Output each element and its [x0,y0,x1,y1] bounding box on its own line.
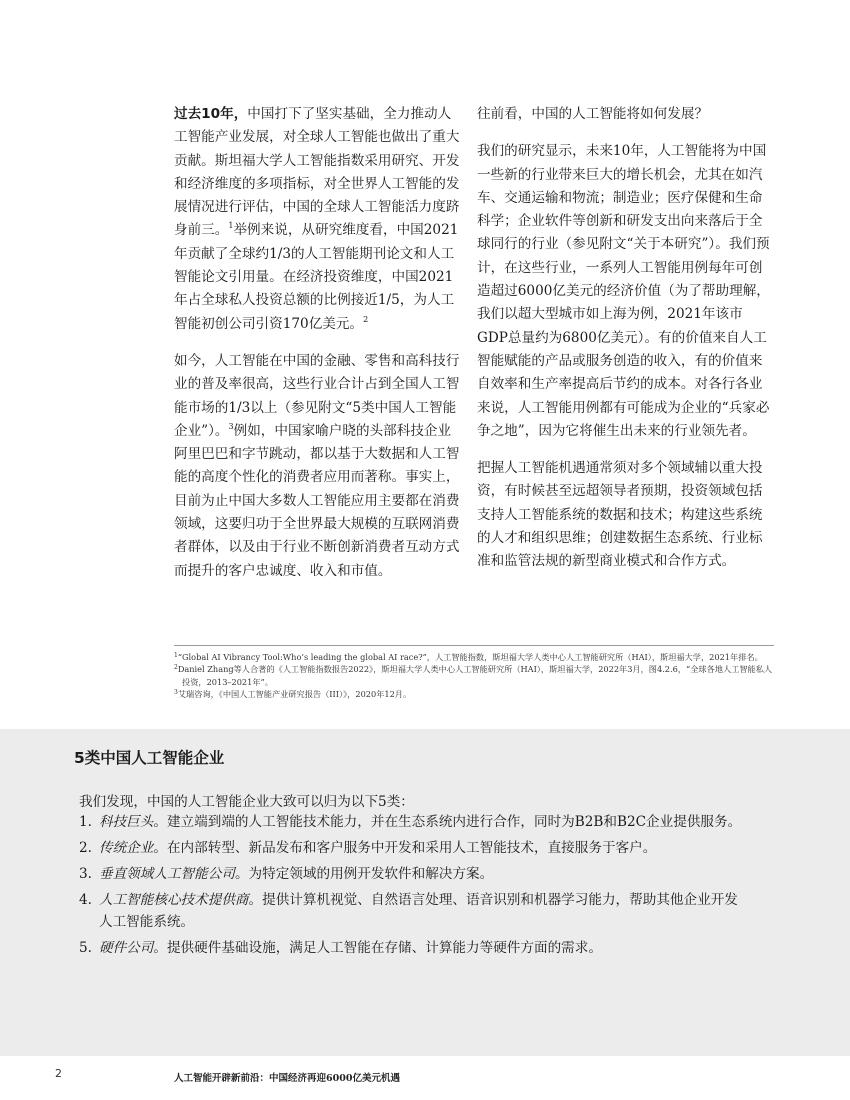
list-text: 。提供硬件基础设施，满足人工智能在存储、计算能力等硬件方面的需求。 [153,940,602,956]
left-column [174,103,464,597]
list-item [79,937,779,959]
list-number: 2. [79,840,92,856]
list-item [79,811,779,833]
paragraph: 往前看，中国的人工智能将如何发展？ [477,106,709,122]
sidebar-box-intro: 我们发现，中国的人工智能企业大致可以归为以下5类： [79,794,414,810]
list-term: 传统企业 [99,840,154,856]
list-term: 硬件公司 [99,940,154,956]
running-footer-title: 人工智能开辟新前沿：中国经济再迎6000亿美元机遇 [174,1073,400,1084]
list-number: 5. [79,940,92,956]
paragraph-text: 如今，人工智能在中国的金融、零售和高科技行业的普及率很高，这些行业合计占到全国人工智能市场的1/3以上（参见附文“5类中国人工智能企业”）。 [174,352,460,439]
lead-in: 过去10年， [174,106,248,122]
footnote [174,651,774,663]
list-term: 人工智能核心技术提供商 [99,892,249,908]
page-number: 2 [55,1067,62,1080]
footnote-ref[interactable]: 1 [228,221,234,231]
footnote-number: 2 [174,664,178,672]
footnote-number: 1 [174,652,178,659]
footnote-text: Daniel Zhang等人合著的《人工智能指数报告2022》，斯坦福大学人类中心人工智能研究所（HAI），斯坦福大学，2022年3月，图4.2.6，“全球各地人工智能私人投资，2013–2021年”。 [177,664,773,687]
list-text: 。建立端到端的人工智能技术能力，并在生态系统内进行合作，同时为B2B和B2C企业提供服务。 [153,814,742,830]
list-text: 。为特定领域的用例开发软件和解决方案。 [234,866,494,882]
list-text-continuation: 人工智能系统。 [99,914,195,930]
paragraph: 我们的研究显示，未来10年，人工智能将为中国一些新的行业带来巨大的增长机会，尤其在如汽车、交通运输和物流；制造业；医疗保健和生命科学；企业软件等创新和研发支出向来落后于全球同行的行业（参见附文“关于本研究”）。我们预计，在这些行业，一系列人工智能用例每年可创造超过6000亿美元的经济价值（为了帮助理解，我们以超大型城市如上海为例，2021年该市GDP总量约为6800亿美元）。有的价值来自人工智能赋能的产品或服务创造的收入，有的价值来自效率和生产率提高后节约的成本。对各行各业来说，人工智能用例都有可能成为企业的“兵家必争之地”，因为它将催生出未来的行业领先者。 [477,143,770,439]
paragraph [174,103,464,336]
right-column [477,103,772,588]
footnote [174,663,774,688]
paragraph: 把握人工智能机遇通常须对多个领域辅以重大投资，有时候甚至远超领导者预期，投资领域包括支持人工智能系统的数据和技术；构建这些系统的人才和组织思维；创建数据生态系统、行业标准和监管法规的新型商业模式和合作方式。 [477,460,763,570]
list-term: 垂直领域人工智能公司 [99,866,235,882]
list-number: 4. [79,892,92,908]
list-item [79,889,779,933]
list-number: 1. [79,814,92,830]
paragraph-text: 例如，中国家喻户晓的头部科技企业阿里巴巴和字节跳动，都以基于大数据和人工智能的高度个性化的消费者应用而著称。事实上，目前为止中国大多数人工智能应用主要都在消费领域，这要归功于全世界最大规模的互联网消费者群体，以及由于行业不断创新消费者互动方式而提升的客户忠诚度、收入和市值。 [174,422,460,579]
company-type-list [79,811,779,963]
list-number: 3. [79,866,92,882]
paragraph-text: 中国打下了坚实基础，全力推动人工智能产业发展，对全球人工智能也做出了重大贡献。斯坦福大学人工智能指数采用研究、开发和经济维度的多项指标，对全世界人工智能的发展情况进行评估，中国的全球人工智能活力度跻身前三。 [174,106,460,239]
list-text: 。在内部转型、新品发布和客户服务中开发和采用人工智能技术，直接服务于客户。 [153,840,657,856]
footnote-text: “Global AI Vibrancy Tool:Who’s leading the global AI race?”，人工智能指数，斯坦福大学人类中心人工智能研究所（HAI），斯坦福大学，2021年排名。 [177,652,763,662]
sidebar-box [0,729,850,1056]
footnote-text: 艾瑞咨询，《中国人工智能产业研究报告（III）》，2020年12月。 [177,689,412,700]
footnote-ref[interactable]: 2 [363,314,369,324]
list-term: 科技巨头 [99,814,154,830]
paragraph-text: 举例来说，从研究维度看，中国2021年贡献了全球约1/3的人工智能期刊论文和人工智能论文引用量。在经济投资维度，中国2021年占全球私人投资总额的比例接近1/5，为人工智能初创公司引资170亿美元。 [174,222,459,332]
footnote [174,688,774,700]
footnote-ref[interactable]: 3 [228,421,234,431]
footnotes [174,645,774,701]
paragraph [174,350,464,583]
footnote-number: 3 [174,689,178,697]
sidebar-box-title: 5类中国人工智能企业 [74,749,225,767]
list-item [79,837,779,859]
list-text: 。提供计算机视觉、自然语言处理、语音识别和机器学习能力，帮助其他企业开发 [248,892,738,908]
list-item [79,863,779,885]
